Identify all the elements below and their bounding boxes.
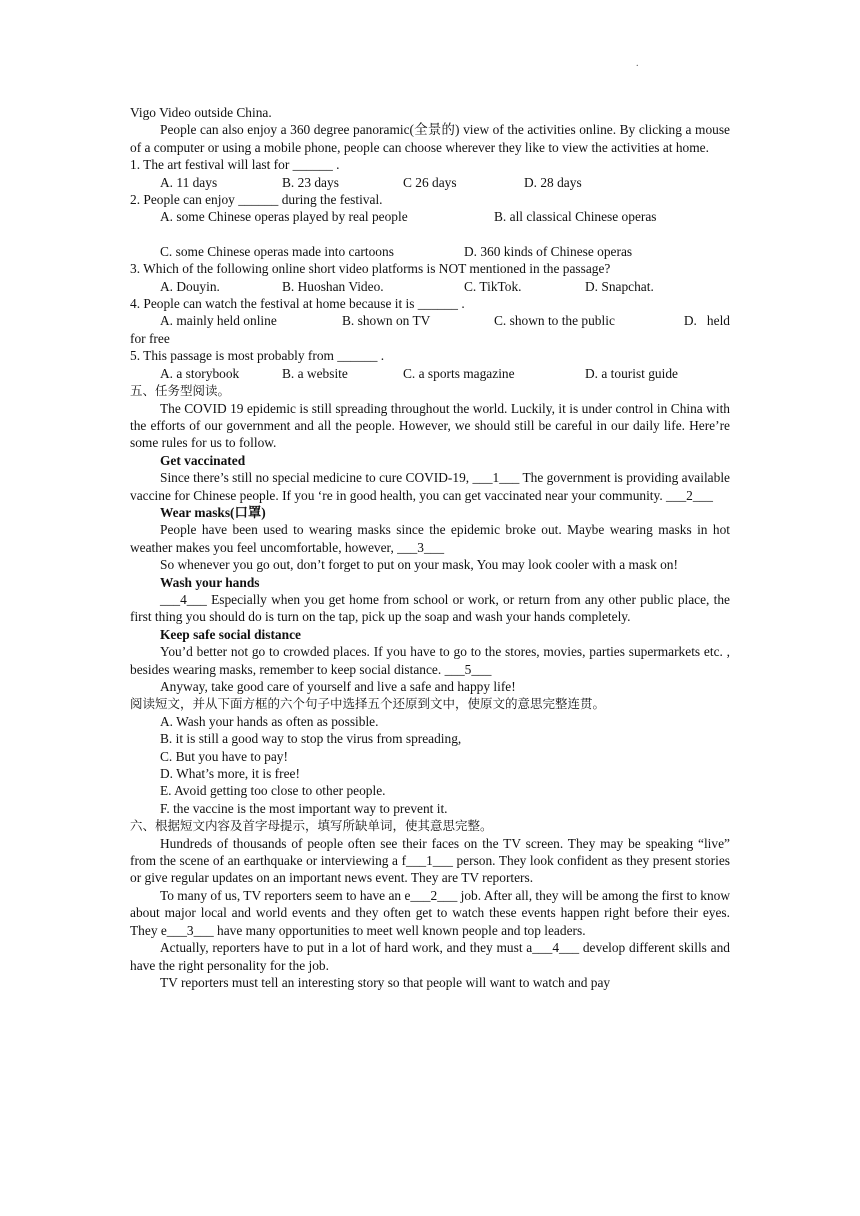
paragraph-vaccinated: Since there’s still no special medicine to cure COVID-19, ___1___ The government is providing available vaccine for Chinese people. If you ‘re in good health, you can get vaccinated near your community. ___2___ (130, 470, 730, 503)
option: A. 11 days (160, 174, 218, 190)
option: A. mainly held online (160, 313, 277, 329)
option: D. 360 kinds of Chinese operas (464, 243, 633, 259)
passage-paragraph: People can also enjoy a 360 degree panoramic(全景的) view of the activities online. By clicking a mouse of a computer or using a mobile phone, people can choose wherever they like to view the activities at home. (130, 122, 730, 155)
section-6-paragraph-3: Actually, reporters have to put in a lot of hard work, and they must a___4___ develop different skills and have the right personality for the job. (130, 940, 730, 973)
section-5-heading: 五、任务型阅读。 (130, 383, 231, 399)
choice-e: E. Avoid getting too close to other people. (160, 783, 386, 799)
option: B. all classical Chinese operas (494, 209, 657, 225)
paragraph-masks: People have been used to wearing masks since the epidemic broke out. Maybe wearing masks in hot weather makes you feel uncomfortable, however, ___3___ (130, 522, 730, 555)
subheading-social-distance: Keep safe social distance (160, 626, 301, 642)
option: A. a storybook (160, 365, 240, 381)
option: C. shown to the public (494, 313, 615, 329)
option: D. Snapchat. (585, 278, 654, 294)
option: C. TikTok. (464, 278, 522, 294)
section-5-instructions: 阅读短文，并从下面方框的六个句子中选择五个还原到文中，使原文的意思完整连贯。 (130, 696, 606, 712)
paragraph-closing: Anyway, take good care of yourself and live a safe and happy life! (160, 679, 516, 694)
choice-a: A. Wash your hands as often as possible. (160, 713, 379, 729)
option: A. some Chinese operas played by real people (160, 209, 408, 225)
option: B. shown on TV (342, 313, 431, 329)
subheading-wear-masks: Wear masks(口罩) (160, 504, 266, 520)
choice-f: F. the vaccine is the most important way to prevent it. (160, 800, 448, 816)
question-4-options (130, 312, 730, 329)
subheading-wash-hands: Wash your hands (160, 574, 260, 590)
passage-continuation: Vigo Video outside China. (130, 105, 272, 120)
subheading-get-vaccinated: Get vaccinated (160, 452, 246, 468)
option: D. 28 days (524, 174, 582, 190)
option: C. a sports magazine (403, 365, 515, 381)
question-3-options (130, 278, 730, 295)
question-4: 4. People can watch the festival at home because it is ______ . (130, 296, 465, 312)
section-6-paragraph-2: To many of us, TV reporters seem to have an e___2___ job. After all, they will be among the first to know about major local and world events and they often get to watch these events happen right before their eyes. They e___3___ have many opportunities to meet well known people and top leaders. (130, 887, 730, 938)
question-1-options (130, 174, 730, 191)
paragraph-hands: ___4___ Especially when you get home from school or work, or return from any other public place, the first thing you should do is turn on the tap, pick up the soap and wash your hands completely. (130, 591, 730, 625)
option: D. held (683, 313, 730, 329)
question-1: 1. The art festival will last for ______ . (130, 157, 340, 173)
section-6-paragraph-4: TV reporters must tell an interesting story so that people will want to watch and pay (160, 974, 611, 990)
paragraph-distance: You’d better not go to crowded places. If you have to go to the stores, movies, parties supermarkets etc. , besides wearing masks, remember to keep social distance. ___5___ (130, 644, 730, 677)
question-2-options-row2 (130, 243, 730, 260)
section-6-paragraph-1: Hundreds of thousands of people often see their faces on the TV screen. They may be speaking “live” from the scene of an earthquake or interviewing a f___1___ person. They look confident as they present stories or give regular updates on an important news event. They are TV reporters. (130, 835, 730, 886)
spacer (130, 226, 730, 243)
question-5: 5. This passage is most probably from ______ . (130, 348, 385, 364)
question-2-options-row1 (130, 208, 730, 225)
choice-b: B. it is still a good way to stop the virus from spreading, (160, 731, 462, 747)
option: D. a tourist guide (585, 365, 678, 381)
option: C 26 days (403, 174, 457, 190)
header-dot: . (636, 58, 639, 69)
question-5-options (130, 365, 730, 382)
choice-c: C. But you have to pay! (160, 748, 288, 764)
choice-d: D. What’s more, it is free! (160, 766, 300, 782)
paragraph-masks-2: So whenever you go out, don’t forget to put on your mask, You may look cooler with a mask on! (160, 557, 678, 573)
question-4-option-tail: for free (130, 330, 170, 346)
option: A. Douyin. (160, 278, 220, 294)
question-3: 3. Which of the following online short video platforms is NOT mentioned in the passage? (130, 261, 611, 277)
option: B. Huoshan Video. (282, 278, 384, 294)
section-6-heading: 六、根据短文内容及首字母提示，填写所缺单词，使其意思完整。 (130, 818, 493, 834)
option: C. some Chinese operas made into cartoons (160, 243, 394, 259)
question-2: 2. People can enjoy ______ during the festival. (130, 192, 383, 208)
option: B. 23 days (282, 174, 339, 190)
page-content (130, 104, 730, 991)
option: B. a website (282, 365, 348, 381)
section-5-intro: The COVID 19 epidemic is still spreading throughout the world. Luckily, it is under control in China with the efforts of our government and all the people. However, we should still be careful in our daily life. Here’re some rules for us to follow. (130, 400, 730, 451)
